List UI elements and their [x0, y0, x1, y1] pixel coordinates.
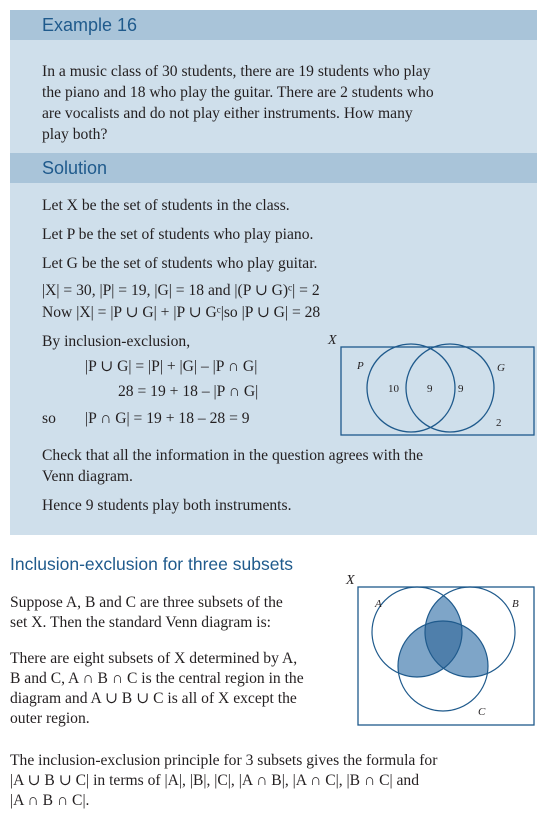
- venn-value-g-only: 9: [458, 383, 464, 395]
- so-label: so: [42, 410, 56, 427]
- question-line-1: In a music class of 30 students, there are 19 students who play: [42, 63, 431, 80]
- conclusion-line: Hence 9 students play both instruments.: [42, 497, 292, 514]
- solution-line-1: Let X be the set of students in the class.: [42, 197, 290, 214]
- para2-line-2: B and C, A ∩ B ∩ C is the central region in the: [10, 670, 304, 687]
- venn-label-p: P: [357, 360, 364, 372]
- venn-value-both: 9: [427, 383, 433, 395]
- para3-line-1: The inclusion-exclusion principle for 3 subsets gives the formula for: [10, 752, 438, 769]
- venn-diagram-two-sets: [320, 331, 540, 441]
- para3-line-2: |A ∪ B ∪ C| in terms of |A|, |B|, |C|, |A ∩ B|, |A ∩ C|, |B ∩ C| and: [10, 772, 420, 789]
- para2-line-4: outer region.: [10, 710, 90, 727]
- example-heading: Example 16: [10, 10, 537, 40]
- para1-line-2: set X. Then the standard Venn diagram is:: [10, 614, 271, 631]
- venn-circle-g: [406, 344, 494, 432]
- check-line-2: Venn diagram.: [42, 468, 133, 485]
- equation-3: |P ∩ G| = 19 + 18 – 28 = 9: [85, 410, 250, 427]
- solution-heading: Solution: [10, 153, 537, 183]
- venn-value-p-only: 10: [388, 383, 399, 395]
- para2-line-1: There are eight subsets of X determined by A,: [10, 650, 298, 667]
- section-heading: Inclusion-exclusion for three subsets: [10, 554, 294, 574]
- question-line-3: are vocalists and do not play either instruments. How many: [42, 105, 413, 122]
- venn-diagram-three-sets: [340, 572, 540, 727]
- solution-line-2: Let P be the set of students who play piano.: [42, 226, 314, 243]
- venn3-label-b: B: [512, 598, 519, 610]
- venn-universe-box: [341, 347, 534, 435]
- venn-universe-label: X: [328, 333, 337, 348]
- para1-line-1: Suppose A, B and C are three subsets of the: [10, 594, 283, 611]
- venn3-universe-label: X: [346, 573, 355, 588]
- question-line-4: play both?: [42, 126, 108, 143]
- venn-label-g: G: [497, 362, 505, 374]
- question-line-2: the piano and 18 who play the guitar. There are 2 students who: [42, 84, 434, 101]
- solution-line-4: |X| = 30, |P| = 19, |G| = 18 and |(P ∪ G)ᶜ| = 2: [42, 282, 320, 299]
- solution-line-5: Now |X| = |P ∪ G| + |P ∪ Gᶜ|so |P ∪ G| = 28: [42, 304, 321, 321]
- equation-1: |P ∪ G| = |P| + |G| – |P ∩ G|: [85, 358, 258, 375]
- venn3-label-c: C: [478, 706, 486, 718]
- venn-value-outside: 2: [496, 417, 502, 429]
- check-line-1: Check that all the information in the question agrees with the: [42, 447, 424, 464]
- para2-line-3: diagram and A ∪ B ∪ C is all of X except the: [10, 690, 297, 707]
- para3-line-3: |A ∩ B ∩ C|.: [10, 792, 90, 809]
- solution-line-6: By inclusion-exclusion,: [42, 333, 191, 350]
- equation-2: 28 = 19 + 18 – |P ∩ G|: [118, 383, 259, 400]
- venn-circle-p: [367, 344, 455, 432]
- venn3-label-a: A: [375, 598, 382, 610]
- solution-line-3: Let G be the set of students who play guitar.: [42, 255, 318, 272]
